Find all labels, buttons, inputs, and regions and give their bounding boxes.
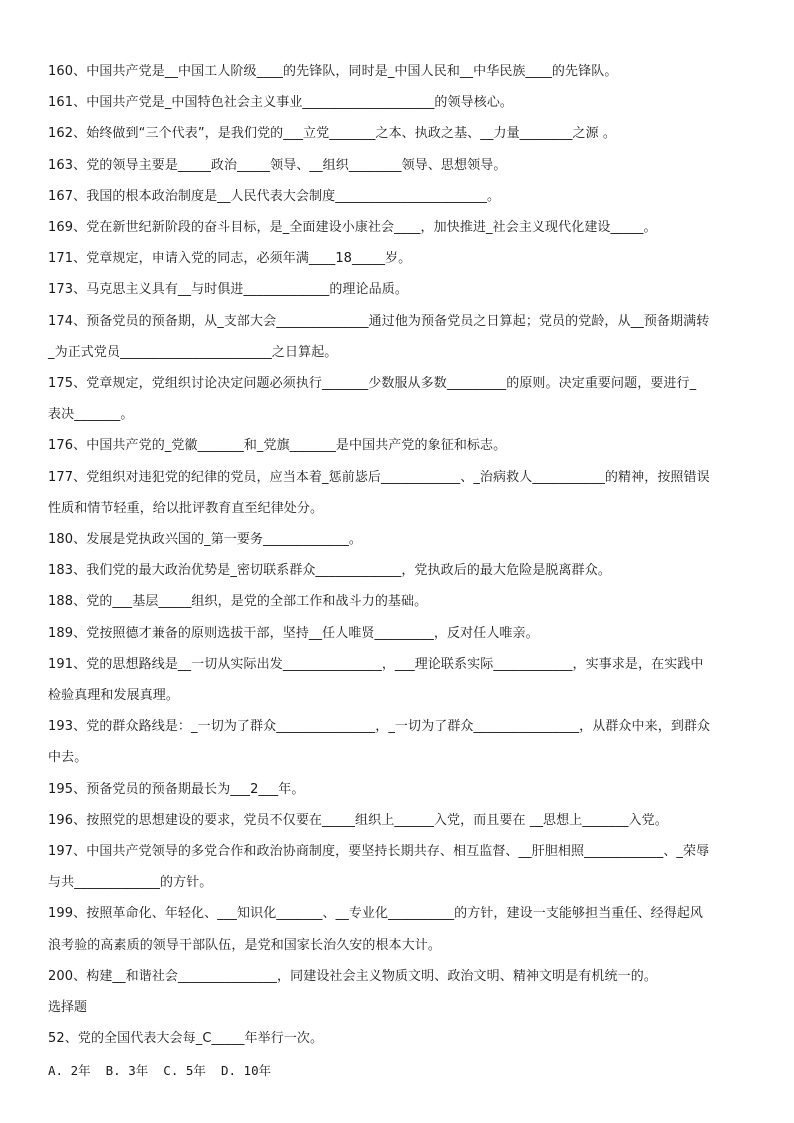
question-item-163 [48,150,754,181]
question-item-191 [48,649,754,711]
question-item-171 [48,243,754,274]
question-line: 189、党按照德才兼备的原则选拔干部，坚持__任人唯贤_________，反对任人唯亲。 [48,625,539,641]
question-line: 183、我们党的最大政治优势是_密切联系群众_____________，党执政后的最大危险是脱离群众。 [48,563,611,579]
question-line: 191、党的思想路线是__一切从实际出发_______________，___理论联系实际____________，实事求是，在实践中 [48,656,704,672]
choice-question [48,1023,754,1085]
question-line: 性质和情节轻重，给以批评教育直至纪律处分。 [48,500,324,516]
question-item-193 [48,711,754,773]
question-line: 检验真理和发展真理。 [48,688,180,704]
question-line: 188、党的___基层_____组织，是党的全部工作和战斗力的基础。 [48,594,428,610]
question-item-173 [48,274,754,305]
question-item-183 [48,555,754,586]
question-line: 169、党在新世纪新阶段的奋斗目标，是_全面建设小康社会____，加快推进_社会主义现代化建设_____。 [48,220,657,236]
question-line: 197、中国共产党领导的多党合作和政治协商制度，要坚持长期共存、相互监督、__肝胆相照____________、_荣辱 [48,844,710,860]
question-line: 与共_____________的方针。 [48,875,213,891]
question-item-167 [48,181,754,212]
question-item-175 [48,368,754,430]
question-line: 167、我国的根本政治制度是__人民代表大会制度_______________________。 [48,188,501,204]
question-item-177 [48,462,754,524]
section-heading: 选择题 [48,1000,88,1016]
question-line: _为正式党员_______________________之日算起。 [48,344,338,360]
question-item-162 [48,118,754,149]
question-line: 161、中国共产党是_中国特色社会主义事业____________________的领导核心。 [48,95,514,111]
question-line: 195、预备党员的预备期最长为___2___年。 [48,781,305,797]
question-item-195 [48,774,754,805]
question-line: 174、预备党员的预备期，从_支部大会______________通过他为预备党员之日算起；党员的党龄，从__预备期满转 [48,313,710,329]
question-item-161 [48,87,754,118]
fill-in-blank-list [48,56,754,992]
question-line: 176、中国共产党的_党徽_______和_党旗_______是中国共产党的象征和标志。 [48,438,507,454]
question-item-197 [48,836,754,898]
question-item-174 [48,306,754,368]
question-line: 160、中国共产党是__中国工人阶级____的先锋队，同时是_中国人民和__中华民族____的先锋队。 [48,64,618,79]
question-item-196 [48,805,754,836]
question-line: 193、党的群众路线是：_一切为了群众_______________，_一切为了群众________________，从群众中来，到群众 [48,719,711,735]
question-item-169 [48,212,754,243]
question-text: 52、党的全国代表大会每_C_____年举行一次。 [48,1031,324,1047]
question-line: 177、党组织对违犯党的纪律的党员，应当本着_惩前毖后____________、_治病救人___________的精神，按照错误 [48,469,710,485]
question-line: 199、按照革命化、年轻化、___知识化_______、__专业化__________的方针，建设一支能够担当重任、经得起风 [48,906,704,922]
question-line: 171、党章规定，申请入党的同志，必须年满____18_____岁。 [48,251,412,267]
question-line: 173、马克思主义具有__与时俱进_____________的理论品质。 [48,282,408,298]
question-item-189 [48,618,754,649]
question-line: 196、按照党的思想建设的要求，党员不仅要在_____组织上______入党，而且要在 __思想上_______入党。 [48,812,668,828]
question-item-180 [48,524,754,555]
question-line: 163、党的领导主要是_____政治_____领导、__组织________领导、思想领导。 [48,157,507,173]
question-item-160 [48,56,754,87]
question-item-188 [48,586,754,617]
question-line: 中去。 [48,750,88,766]
question-item-176 [48,430,754,461]
question-line: 162、始终做到“三个代表”，是我们党的___立党_______之本、执政之基、__力量________之源 。 [48,126,617,142]
question-line: 180、发展是党执政兴国的_第一要务_____________。 [48,532,363,548]
question-line: 200、构建__和谐社会_______________，同建设社会主义物质文明、政治文明、精神文明是有机统一的。 [48,968,657,984]
question-line: 表决_______。 [48,407,134,423]
question-item-200 [48,961,754,992]
question-line: 浪考验的高素质的领导干部队伍，是党和国家长治久安的根本大计。 [48,937,442,953]
question-options: A. 2年 B. 3年 C. 5年 D. 10年 [48,1062,272,1078]
question-line: 175、党章规定，党组织讨论决定问题必须执行_______少数服从多数_________的原则。决定重要问题，要进行_ [48,376,697,392]
question-item-199 [48,898,754,960]
